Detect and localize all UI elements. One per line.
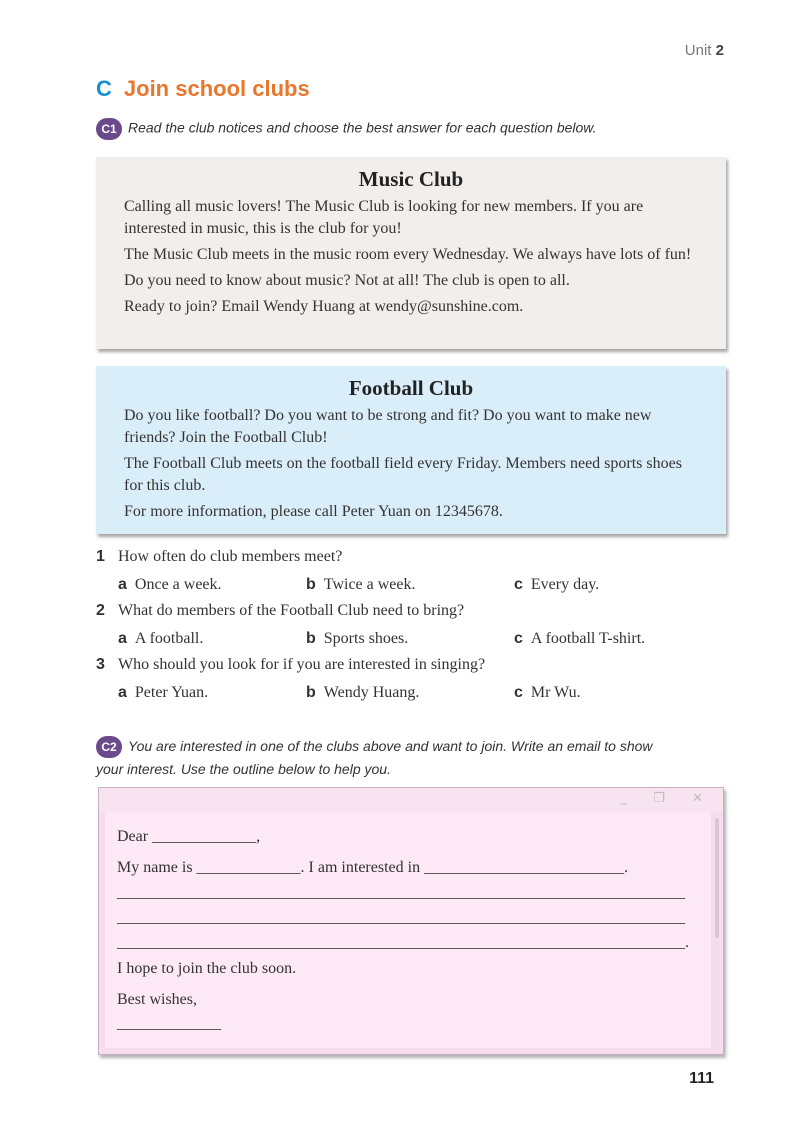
music-club-paragraph: The Music Club meets in the music room every Wednesday. We always have lots of fun! — [124, 246, 692, 263]
question-text: What do members of the Football Club need to bring? — [118, 602, 465, 619]
football-club-notice — [96, 366, 726, 534]
question-text: Who should you look for if you are interested in singing? — [118, 656, 486, 673]
option-text: Sports shoes. — [323, 630, 409, 647]
email-signoff-line[interactable]: Best wishes, — [117, 991, 197, 1008]
unit-label — [685, 42, 724, 59]
email-scrollbar[interactable] — [715, 818, 719, 938]
football-club-paragraph: Do you like football? Do you want to be strong and fit? Do you want to make new friends? Join the Football Club! — [124, 407, 652, 446]
c2-badge: C2 — [96, 736, 122, 758]
music-club-notice — [96, 157, 726, 349]
option-3a[interactable] — [118, 684, 208, 702]
option-letter: b — [306, 684, 316, 701]
unit-number: 2 — [715, 42, 724, 59]
email-blank-line[interactable]: _______________________________________________________________________ — [117, 909, 685, 926]
email-title-bar — [99, 788, 723, 812]
question-text: How often do club members meet? — [118, 548, 343, 565]
section-title-text: Join school clubs — [123, 76, 310, 101]
option-letter: c — [514, 576, 523, 593]
question-2 — [96, 602, 464, 620]
c1-badge: C1 — [96, 118, 122, 140]
football-club-paragraph: For more information, please call Peter Yuan on 12345678. — [124, 503, 503, 520]
option-text: Mr Wu. — [530, 684, 581, 701]
option-letter: c — [514, 684, 523, 701]
c2-instruction-line2: your interest. Use the outline below to help you. — [96, 761, 391, 778]
football-club-paragraph: The Football Club meets on the football field every Friday. Members need sports shoes for this club. — [124, 455, 682, 494]
question-3 — [96, 656, 485, 674]
music-club-paragraph: Ready to join? Email Wendy Huang at wendy@sunshine.com. — [124, 298, 524, 315]
option-letter: c — [514, 630, 523, 647]
email-intro-line[interactable]: My name is _____________. I am interested in _________________________. — [117, 859, 629, 876]
music-club-paragraph: Calling all music lovers! The Music Club is looking for new members. If you are interested in music, this is the club for you! — [124, 198, 644, 237]
question-1 — [96, 548, 342, 566]
section-letter: C — [96, 76, 112, 101]
option-text: Wendy Huang. — [323, 684, 420, 701]
option-text: Every day. — [530, 576, 600, 593]
option-text: A football. — [134, 630, 204, 647]
section-title — [96, 76, 310, 102]
c2-instruction-line1: You are interested in one of the clubs above and want to join. Write an email to show — [128, 738, 653, 754]
c1-instruction — [96, 118, 597, 140]
football-club-title: Football Club — [348, 376, 474, 400]
email-window — [98, 787, 724, 1055]
minimize-icon[interactable]: _ — [619, 790, 627, 805]
restore-icon[interactable]: ❐ — [653, 790, 665, 805]
email-closing-line[interactable]: I hope to join the club soon. — [117, 960, 297, 977]
option-letter: a — [118, 576, 127, 593]
email-blank-line[interactable]: _______________________________________________________________________ — [117, 884, 685, 901]
option-3b[interactable] — [306, 684, 419, 702]
option-letter: b — [306, 576, 316, 593]
page-number: 111 — [689, 1070, 714, 1087]
c2-instruction — [96, 735, 736, 780]
option-1a[interactable] — [118, 576, 222, 594]
option-1b[interactable] — [306, 576, 416, 594]
unit-text: Unit — [684, 42, 712, 59]
option-text: Twice a week. — [323, 576, 416, 593]
option-2c[interactable] — [514, 630, 645, 648]
question-number: 1 — [96, 548, 105, 565]
email-body[interactable] — [105, 812, 711, 1048]
close-icon[interactable]: ✕ — [692, 790, 703, 805]
option-3c[interactable] — [514, 684, 581, 702]
email-greeting-line[interactable]: Dear _____________, — [117, 828, 261, 845]
music-club-title: Music Club — [358, 167, 464, 191]
email-signature-line[interactable]: _____________ — [117, 1015, 221, 1032]
c1-instruction-text: Read the club notices and choose the best answer for each question below. — [128, 119, 597, 136]
option-text: Peter Yuan. — [134, 684, 209, 701]
option-text: A football T-shirt. — [530, 630, 646, 647]
question-number: 2 — [96, 602, 105, 619]
option-text: Once a week. — [134, 576, 222, 593]
option-1c[interactable] — [514, 576, 599, 594]
option-letter: b — [306, 630, 316, 647]
music-club-paragraph: Do you need to know about music? Not at all! The club is open to all. — [124, 272, 570, 289]
option-letter: a — [118, 684, 127, 701]
question-number: 3 — [96, 656, 105, 673]
email-blank-line[interactable]: _______________________________________________________________________. — [117, 934, 689, 951]
option-letter: a — [118, 630, 127, 647]
option-2b[interactable] — [306, 630, 408, 648]
option-2a[interactable] — [118, 630, 203, 648]
